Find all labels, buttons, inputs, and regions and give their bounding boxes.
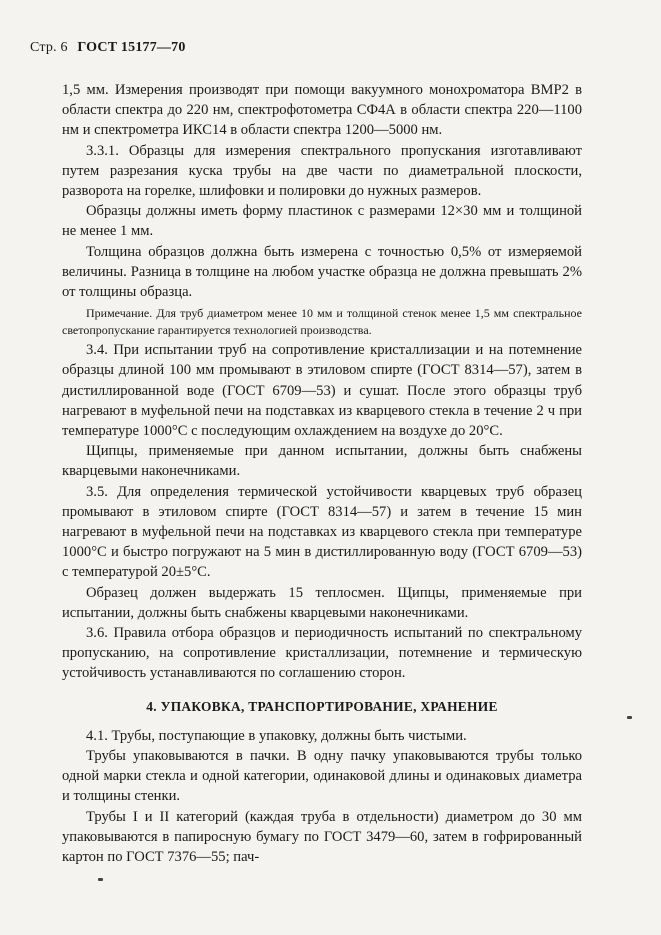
paragraph-categories: Трубы I и II категорий (каждая труба в отдельности) диаметром до 30 мм упаковываются в папиросную бумагу по ГОСТ 3479—60, затем в гофрированный картон по ГОСТ 7376—55; пач-: [62, 808, 582, 865]
paragraph-3-3-1: 3.3.1. Образцы для измерения спектрального пропускания изготавливают путем разрезания куска трубы на две части по диаметральной плоскости, разворота на горелке, шлифовки и полировки до нужных размеров.: [62, 142, 582, 200]
document-body: [62, 80, 582, 867]
paragraph-sample-thickness: Толщина образцов должна быть измерена с точностью 0,5% от измеряемой величины. Разница в толщине на любом участке образца не должна превышать 2% от толщины образца.: [62, 243, 582, 301]
paragraph-3-4: 3.4. При испытании труб на сопротивление кристаллизации и на потемнение образцы длиной 100 мм промывают в этиловом спирте (ГОСТ 8314—57), затем в дистиллированной воде (ГОСТ 6709—53) и сушат. После этого образцы труб нагревают в муфельной печи на подставках из кварцевого стекла в течение 2 ч при температуре 1000°С с последующим охлаждением на воздухе до 20°С.: [62, 342, 582, 440]
paragraph-sample-shape: Образцы должны иметь форму пластинок с размерами 12×30 мм и толщиной не менее 1 мм.: [62, 203, 582, 240]
page-header: [30, 40, 186, 56]
paragraph-continuation: 1,5 мм. Измерения производят при помощи вакуумного монохроматора ВМР2 в области спектра до 220 нм, спектрофотометра СФ4А в области спектра 220—1100 нм и спектрометра ИКС14 в области спектра 1200—5000 нм.: [62, 82, 582, 139]
paragraph-thermal-cycles: Образец должен выдержать 15 теплосмен. Щипцы, применяемые при испытании, должны быть снабжены кварцевыми наконечниками.: [62, 584, 582, 621]
paragraph-packing: Трубы упаковываются в пачки. В одну пачку упаковываются трубы только одной марки стекла и одной категории, одинаковой длины и одинаковых диаметра и толщины стенки.: [62, 747, 582, 805]
paragraph-3-6: 3.6. Правила отбора образцов и периодичность испытаний по спектральному пропусканию, на сопротивление кристаллизации, потемнение и термическую устойчивость устанавливаются по соглашению сторон.: [62, 625, 582, 682]
paragraph-3-5: 3.5. Для определения термической устойчивости кварцевых труб образец промывают в этиловом спирте (ГОСТ 8314—57) и затем в течение 15 мин нагревают в муфельной печи на подставках из кварцевого стекла при температуре 1000°С и быстро погружают на 5 мин в дистиллированную воду (ГОСТ 6709—53) с температурой 20±5°С.: [62, 483, 582, 581]
section-heading: 4. УПАКОВКА, ТРАНСПОРТИРОВАНИЕ, ХРАНЕНИЕ: [146, 698, 498, 714]
scan-speck: [98, 878, 103, 881]
document-id: ГОСТ 15177—70: [77, 40, 186, 55]
note-text: Примечание. Для труб диаметром менее 10 мм и толщиной стенок менее 1,5 мм спектральное светопропускание гарантируется технологией производства.: [62, 306, 582, 338]
scan-speck: [627, 716, 632, 719]
page-number: Стр. 6: [30, 40, 68, 55]
paragraph-4-1: 4.1. Трубы, поступающие в упаковку, должны быть чистыми.: [86, 727, 467, 744]
paragraph-tongs: Щипцы, применяемые при данном испытании, должны быть снабжены кварцевыми наконечниками.: [62, 443, 582, 480]
